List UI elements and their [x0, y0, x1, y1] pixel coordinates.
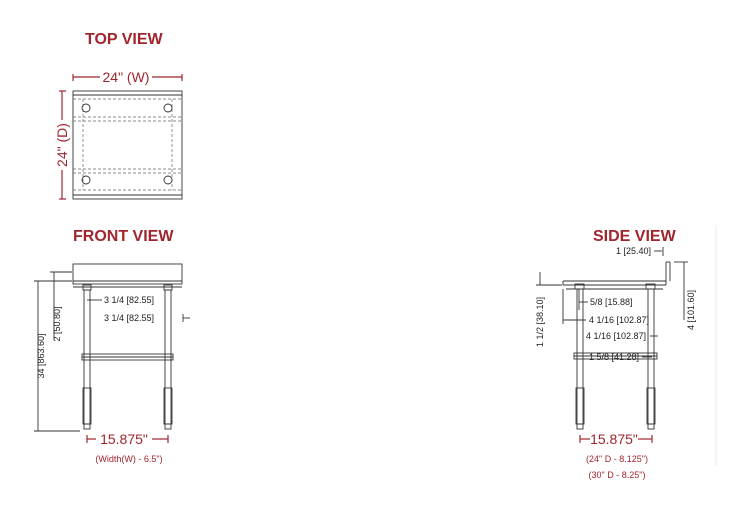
side-depth-note-24: (24" D - 8.125") [586, 454, 648, 464]
side-bottom-dimension [580, 431, 652, 480]
top-width-dimension [73, 69, 182, 85]
front-view-table [73, 264, 182, 429]
side-view-title: SIDE VIEW [593, 228, 676, 245]
side-backsplash-label: 4 [101.60] [686, 289, 696, 331]
front-overall-height-label: 34 [863.60] [36, 333, 46, 379]
top-depth-label: 24" (D) [54, 123, 70, 167]
side-bottom-width-label: 15.875" [590, 431, 638, 447]
side-dim-2: 4 1/16 [102.87] [589, 315, 650, 325]
front-leg-offset-b: 3 1/4 [82.55] [104, 313, 155, 323]
side-backsplash-dimension [674, 262, 696, 330]
front-leg-offset-dimensions [87, 295, 190, 323]
front-height-dimension [34, 281, 80, 431]
leg-position-icon [164, 104, 172, 112]
front-width-note: (Width(W) - 6.5") [95, 454, 163, 464]
side-dim-4: 1 5/8 [41.28] [589, 352, 640, 362]
side-depth-note-30: (30" D - 8.25") [588, 470, 646, 480]
top-view-title: TOP VIEW [85, 31, 163, 48]
front-leg-offset-a: 3 1/4 [82.55] [104, 295, 155, 305]
front-edge-dimension [50, 272, 72, 342]
front-view-title: FRONT VIEW [73, 228, 174, 245]
side-view [535, 225, 716, 480]
side-dim-3: 4 1/16 [102.87] [586, 331, 647, 341]
top-width-label: 24" (W) [102, 69, 150, 85]
top-view [54, 31, 182, 199]
leg-position-icon [82, 104, 90, 112]
side-backsplash-top-dimension [616, 246, 663, 256]
leg-position-icon [164, 176, 172, 184]
top-view-outline [73, 91, 182, 199]
side-view-table [563, 225, 716, 466]
side-backsplash-top-label: 1 [25.40] [615, 246, 651, 256]
front-view [34, 228, 190, 464]
front-bottom-dimension [87, 431, 168, 464]
front-bottom-width-label: 15.875" [100, 431, 148, 447]
front-edge-label: 2 [50.80] [52, 306, 62, 342]
side-dim-1: 5/8 [15.88] [590, 297, 633, 307]
side-edge-dimension [535, 272, 562, 347]
top-depth-dimension [54, 91, 70, 199]
side-edge-label: 1 1/2 [38.10] [535, 296, 545, 348]
